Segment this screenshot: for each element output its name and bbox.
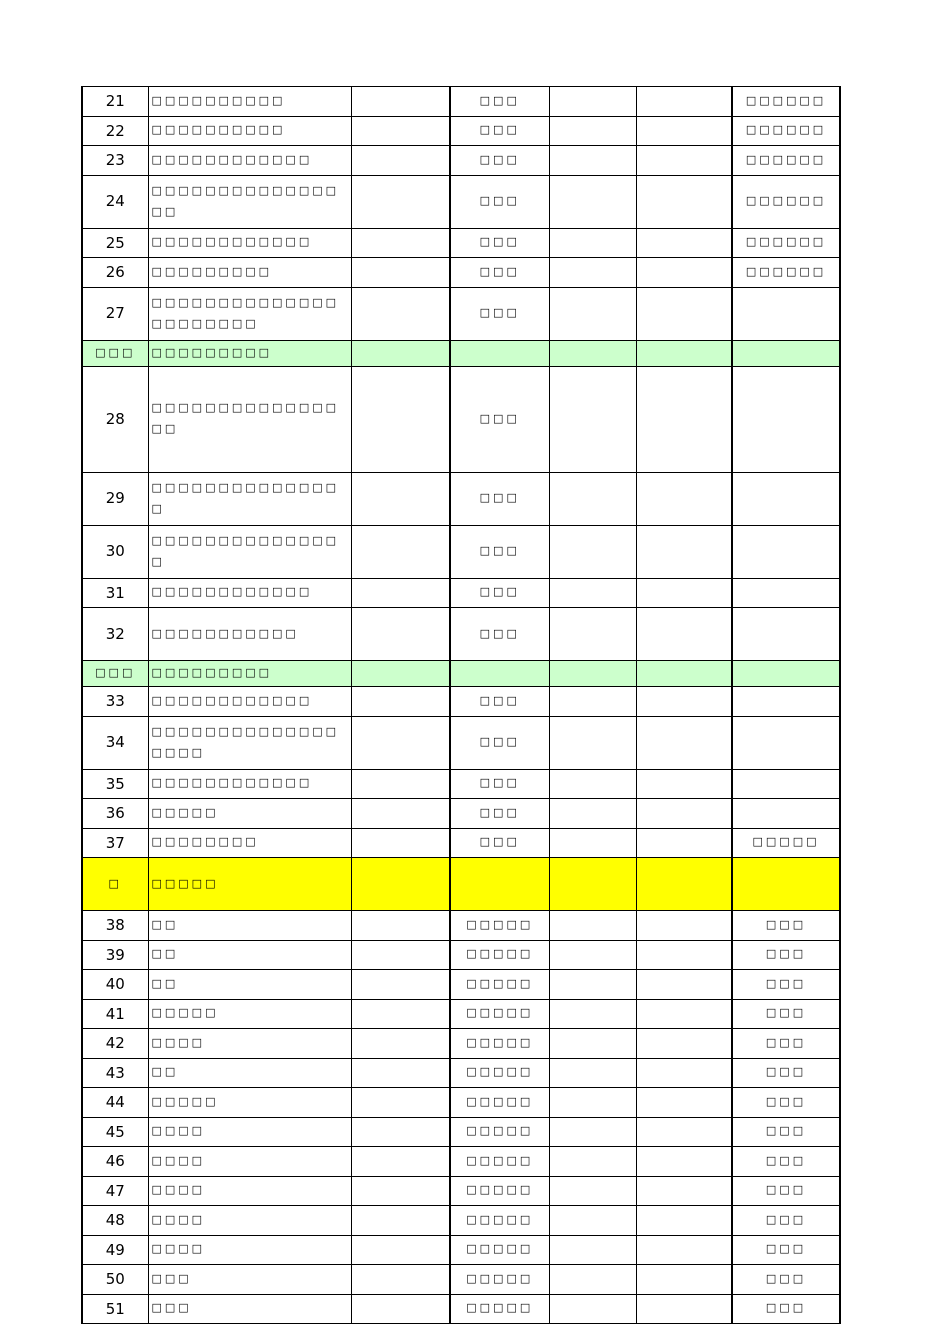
column-4-cell: □□□□□: [450, 1176, 549, 1206]
item-name-cell: □□□□□□□□□□□□□□□□: [148, 366, 351, 472]
row-number-cell: 39: [82, 940, 148, 970]
table-row: [82, 999, 840, 1029]
remark-cell: □□□: [732, 1029, 840, 1059]
remark-cell: [732, 340, 840, 366]
remark-cell: [732, 608, 840, 661]
table-row: [82, 769, 840, 799]
table-row: [82, 228, 840, 258]
column-6-cell: [636, 578, 732, 608]
item-name-cell: □□□□□□□□□□□□: [148, 228, 351, 258]
column-5-cell: [549, 828, 636, 858]
column-3-cell: [351, 1058, 450, 1088]
column-6-cell: [636, 366, 732, 472]
table-row: [82, 472, 840, 525]
column-6-cell: [636, 769, 732, 799]
column-5-cell: [549, 1147, 636, 1177]
column-6-cell: [636, 608, 732, 661]
table-row: [82, 87, 840, 117]
column-6-cell: [636, 1088, 732, 1118]
column-5-cell: [549, 578, 636, 608]
remark-cell: □□□: [732, 970, 840, 1000]
column-3-cell: [351, 578, 450, 608]
item-name-cell: □□□□□: [148, 999, 351, 1029]
column-4-cell: □□□: [450, 175, 549, 228]
column-4-cell: □□□□□: [450, 1235, 549, 1265]
column-4-cell: □□□: [450, 608, 549, 661]
column-6-cell: [636, 146, 732, 176]
remark-cell: [732, 858, 840, 911]
column-4-cell: □□□: [450, 525, 549, 578]
column-6-cell: [636, 340, 732, 366]
table-row: [82, 1029, 840, 1059]
item-name-cell: □□□□: [148, 1206, 351, 1236]
row-number-cell: □: [82, 858, 148, 911]
column-3-cell: [351, 472, 450, 525]
column-3-cell: [351, 940, 450, 970]
table-row: [82, 911, 840, 941]
column-3-cell: [351, 1265, 450, 1295]
row-number-cell: 51: [82, 1294, 148, 1324]
remark-cell: □□□□□: [732, 828, 840, 858]
table-row: [82, 828, 840, 858]
row-number-cell: 43: [82, 1058, 148, 1088]
column-6-cell: [636, 687, 732, 717]
column-3-cell: [351, 525, 450, 578]
section-header-row: [82, 661, 840, 687]
item-name-cell: □□: [148, 970, 351, 1000]
column-4-cell: □□□: [450, 258, 549, 288]
item-name-cell: □□□□□: [148, 1088, 351, 1118]
column-4-cell: □□□: [450, 578, 549, 608]
column-6-cell: [636, 1206, 732, 1236]
table-row: [82, 287, 840, 340]
column-5-cell: [549, 608, 636, 661]
row-number-cell: 50: [82, 1265, 148, 1295]
remark-cell: □□□□□□: [732, 87, 840, 117]
table-body: [82, 87, 840, 1324]
column-4-cell: □□□□□: [450, 1088, 549, 1118]
remark-cell: □□□: [732, 1235, 840, 1265]
remark-cell: □□□: [732, 1117, 840, 1147]
column-3-cell: [351, 716, 450, 769]
column-4-cell: □□□□□: [450, 1265, 549, 1295]
remark-cell: [732, 525, 840, 578]
row-number-cell: 36: [82, 799, 148, 829]
column-5-cell: [549, 1206, 636, 1236]
remark-cell: [732, 578, 840, 608]
table-row: [82, 1294, 840, 1324]
column-4-cell: □□□: [450, 228, 549, 258]
remark-cell: □□□□□□: [732, 228, 840, 258]
column-5-cell: [549, 911, 636, 941]
table-row: [82, 1176, 840, 1206]
table-row: [82, 687, 840, 717]
column-3-cell: [351, 799, 450, 829]
column-6-cell: [636, 858, 732, 911]
column-4-cell: □□□: [450, 366, 549, 472]
item-name-cell: □□□□□□□□□□□□: [148, 578, 351, 608]
column-5-cell: [549, 1265, 636, 1295]
remark-cell: [732, 287, 840, 340]
column-3-cell: [351, 87, 450, 117]
column-3-cell: [351, 687, 450, 717]
column-6-cell: [636, 970, 732, 1000]
item-name-cell: □□□□: [148, 1176, 351, 1206]
row-number-cell: 34: [82, 716, 148, 769]
column-4-cell: □□□: [450, 146, 549, 176]
column-5-cell: [549, 175, 636, 228]
remark-cell: [732, 799, 840, 829]
item-name-cell: □□□□□□□□□□: [148, 116, 351, 146]
column-4-cell: □□□□□: [450, 1294, 549, 1324]
table-row: [82, 1147, 840, 1177]
column-4-cell: [450, 661, 549, 687]
column-5-cell: [549, 1029, 636, 1059]
column-4-cell: [450, 858, 549, 911]
remark-cell: [732, 687, 840, 717]
remark-cell: □□□: [732, 1206, 840, 1236]
column-4-cell: [450, 340, 549, 366]
table-row: [82, 970, 840, 1000]
remark-cell: □□□: [732, 1088, 840, 1118]
table-row: [82, 940, 840, 970]
item-name-cell: □□□□□□□□□□□□□□□: [148, 525, 351, 578]
column-6-cell: [636, 1058, 732, 1088]
row-number-cell: 45: [82, 1117, 148, 1147]
column-3-cell: [351, 146, 450, 176]
column-3-cell: [351, 828, 450, 858]
column-3-cell: [351, 661, 450, 687]
table-row: [82, 608, 840, 661]
row-number-cell: 33: [82, 687, 148, 717]
row-number-cell: 38: [82, 911, 148, 941]
row-number-cell: 28: [82, 366, 148, 472]
column-4-cell: □□□□□: [450, 970, 549, 1000]
remark-cell: □□□□□□: [732, 146, 840, 176]
row-number-cell: 23: [82, 146, 148, 176]
remark-cell: [732, 472, 840, 525]
row-number-cell: □□□: [82, 340, 148, 366]
row-number-cell: □□□: [82, 661, 148, 687]
row-number-cell: 21: [82, 87, 148, 117]
row-number-cell: 26: [82, 258, 148, 288]
column-4-cell: □□□□□: [450, 1058, 549, 1088]
item-name-cell: □□□□□□□□□□□□□□□□□□□□□□: [148, 287, 351, 340]
column-5-cell: [549, 228, 636, 258]
table-row: [82, 1117, 840, 1147]
column-5-cell: [549, 472, 636, 525]
column-4-cell: □□□: [450, 799, 549, 829]
column-4-cell: □□□: [450, 828, 549, 858]
column-3-cell: [351, 858, 450, 911]
column-4-cell: □□□: [450, 116, 549, 146]
column-6-cell: [636, 1294, 732, 1324]
column-6-cell: [636, 1029, 732, 1059]
column-3-cell: [351, 1235, 450, 1265]
item-name-cell: □□: [148, 940, 351, 970]
row-number-cell: 22: [82, 116, 148, 146]
row-number-cell: 25: [82, 228, 148, 258]
remark-cell: □□□: [732, 1176, 840, 1206]
row-number-cell: 30: [82, 525, 148, 578]
item-name-cell: □□□: [148, 1265, 351, 1295]
row-number-cell: 32: [82, 608, 148, 661]
column-3-cell: [351, 1088, 450, 1118]
table-row: [82, 799, 840, 829]
column-4-cell: □□□□□: [450, 999, 549, 1029]
column-5-cell: [549, 1058, 636, 1088]
row-number-cell: 46: [82, 1147, 148, 1177]
item-name-cell: □□□□□□□□□□□□: [148, 769, 351, 799]
item-name-cell: □□□□□□□□□: [148, 340, 351, 366]
item-name-cell: □□□□: [148, 1029, 351, 1059]
item-name-cell: □□□□□□□□□: [148, 258, 351, 288]
column-3-cell: [351, 911, 450, 941]
column-5-cell: [549, 87, 636, 117]
column-3-cell: [351, 1294, 450, 1324]
item-name-cell: □□□□: [148, 1147, 351, 1177]
column-6-cell: [636, 87, 732, 117]
table-row: [82, 1088, 840, 1118]
column-6-cell: [636, 1235, 732, 1265]
column-3-cell: [351, 340, 450, 366]
row-number-cell: 49: [82, 1235, 148, 1265]
column-6-cell: [636, 472, 732, 525]
column-5-cell: [549, 687, 636, 717]
item-name-cell: □□: [148, 911, 351, 941]
remark-cell: [732, 716, 840, 769]
column-6-cell: [636, 1265, 732, 1295]
column-3-cell: [351, 608, 450, 661]
remark-cell: □□□: [732, 911, 840, 941]
column-6-cell: [636, 828, 732, 858]
column-3-cell: [351, 366, 450, 472]
remark-cell: □□□: [732, 1294, 840, 1324]
column-6-cell: [636, 940, 732, 970]
remark-cell: □□□□□□: [732, 258, 840, 288]
column-5-cell: [549, 716, 636, 769]
column-5-cell: [549, 340, 636, 366]
table-row: [82, 366, 840, 472]
column-5-cell: [549, 258, 636, 288]
item-name-cell: □□□□□: [148, 858, 351, 911]
column-3-cell: [351, 228, 450, 258]
table-row: [82, 1206, 840, 1236]
item-name-cell: □□□□: [148, 1235, 351, 1265]
item-name-cell: □□□□□□□□□□: [148, 87, 351, 117]
column-3-cell: [351, 1176, 450, 1206]
column-3-cell: [351, 999, 450, 1029]
remark-cell: □□□: [732, 940, 840, 970]
item-name-cell: □□□□□□□□□□□□□□□: [148, 472, 351, 525]
column-5-cell: [549, 799, 636, 829]
column-6-cell: [636, 911, 732, 941]
row-number-cell: 40: [82, 970, 148, 1000]
table-row: [82, 525, 840, 578]
spreadsheet-table: [81, 86, 841, 1324]
column-6-cell: [636, 175, 732, 228]
row-number-cell: 48: [82, 1206, 148, 1236]
row-number-cell: 42: [82, 1029, 148, 1059]
column-3-cell: [351, 1029, 450, 1059]
item-name-cell: □□□□□□□□□: [148, 661, 351, 687]
column-4-cell: □□□□□: [450, 940, 549, 970]
remark-cell: □□□: [732, 999, 840, 1029]
category-header-row: [82, 858, 840, 911]
column-6-cell: [636, 1147, 732, 1177]
table-row: [82, 146, 840, 176]
column-4-cell: □□□: [450, 687, 549, 717]
column-6-cell: [636, 999, 732, 1029]
remark-cell: □□□: [732, 1265, 840, 1295]
remark-cell: [732, 769, 840, 799]
column-5-cell: [549, 858, 636, 911]
column-3-cell: [351, 1117, 450, 1147]
item-name-cell: □□□: [148, 1294, 351, 1324]
column-5-cell: [549, 525, 636, 578]
table-row: [82, 1235, 840, 1265]
row-number-cell: 27: [82, 287, 148, 340]
table-row: [82, 578, 840, 608]
column-4-cell: □□□: [450, 716, 549, 769]
column-3-cell: [351, 1206, 450, 1236]
row-number-cell: 41: [82, 999, 148, 1029]
row-number-cell: 44: [82, 1088, 148, 1118]
column-5-cell: [549, 1176, 636, 1206]
column-5-cell: [549, 366, 636, 472]
remark-cell: □□□: [732, 1147, 840, 1177]
row-number-cell: 35: [82, 769, 148, 799]
remark-cell: □□□□□□: [732, 175, 840, 228]
row-number-cell: 24: [82, 175, 148, 228]
row-number-cell: 29: [82, 472, 148, 525]
column-4-cell: □□□: [450, 769, 549, 799]
table-row: [82, 1058, 840, 1088]
column-5-cell: [549, 146, 636, 176]
remark-cell: [732, 366, 840, 472]
column-6-cell: [636, 116, 732, 146]
item-name-cell: □□: [148, 1058, 351, 1088]
column-3-cell: [351, 258, 450, 288]
column-3-cell: [351, 769, 450, 799]
column-4-cell: □□□□□: [450, 1029, 549, 1059]
remark-cell: [732, 661, 840, 687]
item-name-cell: □□□□□□□□□□□□: [148, 146, 351, 176]
column-5-cell: [549, 1294, 636, 1324]
column-5-cell: [549, 940, 636, 970]
column-6-cell: [636, 258, 732, 288]
column-6-cell: [636, 1117, 732, 1147]
item-name-cell: □□□□□□□□: [148, 828, 351, 858]
column-3-cell: [351, 970, 450, 1000]
item-name-cell: □□□□□□□□□□□□□□□□□□: [148, 716, 351, 769]
column-6-cell: [636, 1176, 732, 1206]
column-5-cell: [549, 970, 636, 1000]
column-5-cell: [549, 116, 636, 146]
column-5-cell: [549, 1088, 636, 1118]
table-row: [82, 175, 840, 228]
column-6-cell: [636, 228, 732, 258]
table-row: [82, 1265, 840, 1295]
column-4-cell: □□□□□: [450, 1147, 549, 1177]
column-6-cell: [636, 661, 732, 687]
column-5-cell: [549, 769, 636, 799]
column-4-cell: □□□: [450, 87, 549, 117]
row-number-cell: 37: [82, 828, 148, 858]
column-3-cell: [351, 287, 450, 340]
column-6-cell: [636, 287, 732, 340]
column-4-cell: □□□□□: [450, 911, 549, 941]
column-4-cell: □□□□□: [450, 1206, 549, 1236]
column-6-cell: [636, 716, 732, 769]
column-6-cell: [636, 525, 732, 578]
table-row: [82, 716, 840, 769]
column-4-cell: □□□: [450, 472, 549, 525]
item-name-cell: □□□□□: [148, 799, 351, 829]
remark-cell: □□□: [732, 1058, 840, 1088]
column-5-cell: [549, 661, 636, 687]
table-row: [82, 258, 840, 288]
column-5-cell: [549, 999, 636, 1029]
row-number-cell: 31: [82, 578, 148, 608]
remark-cell: □□□□□□: [732, 116, 840, 146]
item-name-cell: □□□□□□□□□□□: [148, 608, 351, 661]
column-4-cell: □□□□□: [450, 1117, 549, 1147]
item-name-cell: □□□□□□□□□□□□: [148, 687, 351, 717]
column-5-cell: [549, 1117, 636, 1147]
item-name-cell: □□□□□□□□□□□□□□□□: [148, 175, 351, 228]
table-row: [82, 116, 840, 146]
column-3-cell: [351, 175, 450, 228]
column-3-cell: [351, 1147, 450, 1177]
column-5-cell: [549, 287, 636, 340]
column-4-cell: □□□: [450, 287, 549, 340]
section-header-row: [82, 340, 840, 366]
column-5-cell: [549, 1235, 636, 1265]
item-name-cell: □□□□: [148, 1117, 351, 1147]
column-3-cell: [351, 116, 450, 146]
column-6-cell: [636, 799, 732, 829]
row-number-cell: 47: [82, 1176, 148, 1206]
